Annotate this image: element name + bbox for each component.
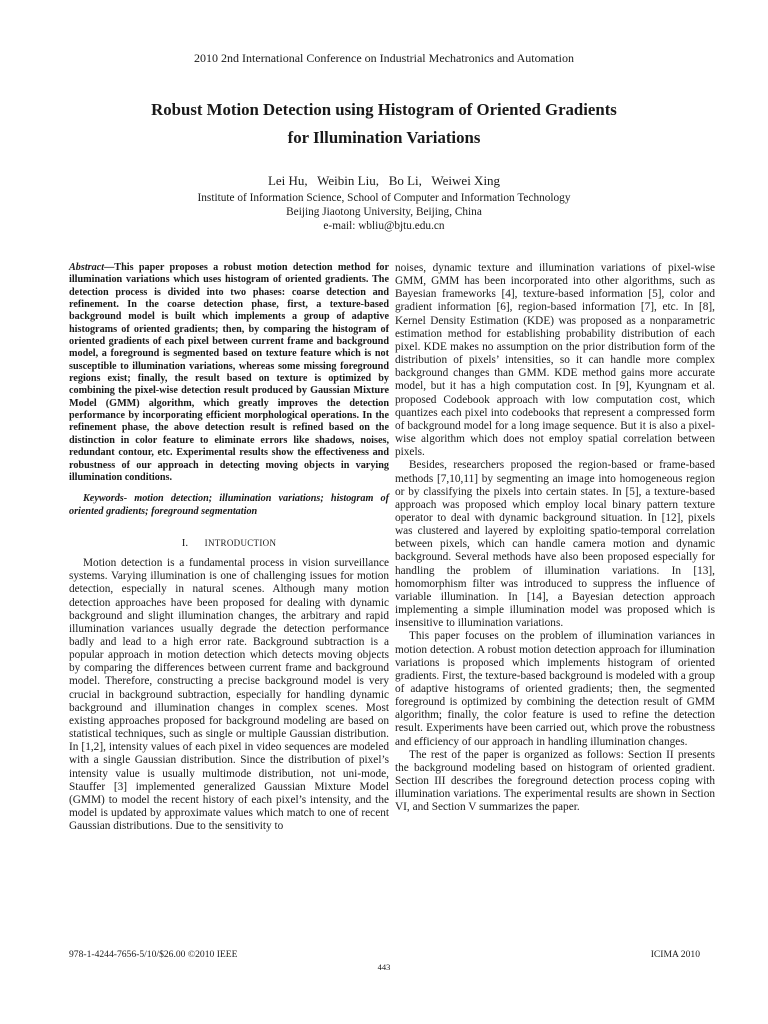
conference-header: 2010 2nd International Conference on Industrial Mechatronics and Automation [194, 51, 574, 65]
abstract [69, 262, 389, 484]
footer-conference: ICIMA 2010 [650, 949, 700, 960]
right-paragraph-1: noises, dynamic texture and illumination variations of pixel-wise GMM, GMM has been incorporated into other algorithms, such as Bayesian frameworks [4], texture-based information [5], color and gradient information [6], region-based information [7], etc. In [8], Kernel Density Estimation (KDE) was proposed as a nonparametric estimation method for establishing probability distribution of each pixel. KDE makes no assumption on the prior distribution form of the distribution of pixels’ intensities, so it can handle more complex background changes than GMM. KDE method gains more accurate model, but it has a high computation cost. In [9], Kyungnam et al. proposed Codebook approach with low computation cost, which quantizes each pixel into codebooks that represent a compressed form of background model for a long image sequence. But it is also a pixel-wise algorithm which does not employ spatial correlation between pixels. [395, 262, 715, 459]
right-column [395, 262, 715, 815]
abstract-label: Abstract [69, 262, 105, 273]
paper-title [80, 96, 688, 152]
affiliation-institute: Institute of Information Science, School of Computer and Information Technology [197, 192, 571, 204]
title-line-2: for Illumination Variations [287, 128, 481, 147]
section-heading [69, 537, 389, 550]
section-title: INTRODUCTION [204, 537, 277, 548]
left-column [69, 262, 389, 833]
page-number: 443 [377, 962, 391, 972]
author-email: e-mail: wbliu@bjtu.edu.cn [323, 220, 445, 232]
keywords: Keywords- motion detection; illumination variations; histogram of oriented gradients; foreground segmentation [69, 493, 389, 517]
right-paragraph-4: The rest of the paper is organized as follows: Section II presents the background modeling based on histogram of oriented gradient. Section III describes the foreground detection process coping with illumination variations. The experimental results are shown in Section VI, and Section V summarizes the paper. [395, 748, 715, 814]
right-paragraph-3: This paper focuses on the problem of illumination variances in motion detection. A robust motion detection approach for illumination variations is proposed which implements histogram of oriented gradients. First, the texture-based background is modeled with a group of adaptive histograms of oriented gradients; then, the segmented foreground is optimized by combining the detection result of GMM algorithm; finally, the color feature is used to refine the detection result. Experiments have been carried out, which prove the robustness and efficiency of our approach in handling illumination changes. [395, 630, 715, 748]
affiliation-university: Beijing Jiaotong University, Beijing, China [286, 206, 482, 218]
footer-copyright: 978-1-4244-7656-5/10/$26.00 ©2010 IEEE [69, 949, 238, 960]
section-number: I. [181, 536, 189, 549]
right-paragraph-2: Besides, researchers proposed the region-based or frame-based methods [7,10,11] by segmenting an image into homogeneous region or by classifying the pixels into certain states. In [5], a texture-based approach was proposed which employ local binary pattern texture operator to deal with dynamic background situation. In [12], pixels was clustered and layered by exploiting spatio-temporal correlation between pixels, which can handle camera motion and dynamic background. Several methods have also been proposed especially for handling the problem of illumination variations. In [13], homomorphism filter was introduced to suppress the influence of variable illumination. In [14], a Bayesian detection approach implementing a simple illumination model was proposed which is insensitive to illumination variations. [395, 459, 715, 630]
abstract-body: —This paper proposes a robust motion detection method for illumination variations which uses histogram of oriented gradients. The detection process is divided into two phases: coarse detection and refinement. In the coarse detection phase, first, a texture-based background model is built which implements a group of adaptive histograms of oriented gradients; then, by comparing the histogram of oriented gradients of each pixel between current frame and background model, a foreground is segmented based on texture feature which is not susceptible to illumination variations, whereas some missing foreground regions exist; finally, the result based on texture is optimized by combining the pixel-wise detection result produced by Gaussian Mixture Model (GMM) algorithm, which greatly improves the detection performance by incorporating efficient morphological operations. In the refinement phase, the above detection result is refined based on the distinction in color feature to eliminate errors like shadows, noises, redundant contour, etc. Experimental results show the effectiveness and robustness of our approach in detecting moving objects in varying illumination conditions. [69, 262, 389, 483]
author-list: Lei Hu, Weibin Liu, Bo Li, Weiwei Xing [267, 173, 501, 188]
title-line-1: Robust Motion Detection using Histogram of Oriented Gradients [151, 100, 617, 119]
intro-paragraph: Motion detection is a fundamental process in vision surveillance systems. Varying illumination is one of challenging issues for motion detection, especially in natural scenes. Although many motion detection approaches have been proposed for dealing with dynamic background and slight illumination changes, the arbitrary and rapid illumination variances usually degrade the detection performance badly and lead to a high error rate. Background subtraction is a popular approach in motion detection which detects moving objects by comparing the differences between current frame and background model. Therefore, constructing a precise background model is very crucial in background subtraction, especially for handling dynamic background and illumination changes in complex scenes. Most existing approaches proposed for background modeling are based on statistical techniques, such as single or multiple Gaussian distribution. In [1,2], intensity values of each pixel in video sequences are modeled with a single Gaussian distribution. Since the distribution of pixel’s intensity value is usually multimode distribution, not uni-mode, Stauffer [3] implemented generalized Gaussian Mixture Model (GMM) to model the recent history of each pixel’s intensity, and the model is updated by approximate values which match to one of recent Gaussian distributions. Due to the sensitivity to [69, 557, 389, 833]
